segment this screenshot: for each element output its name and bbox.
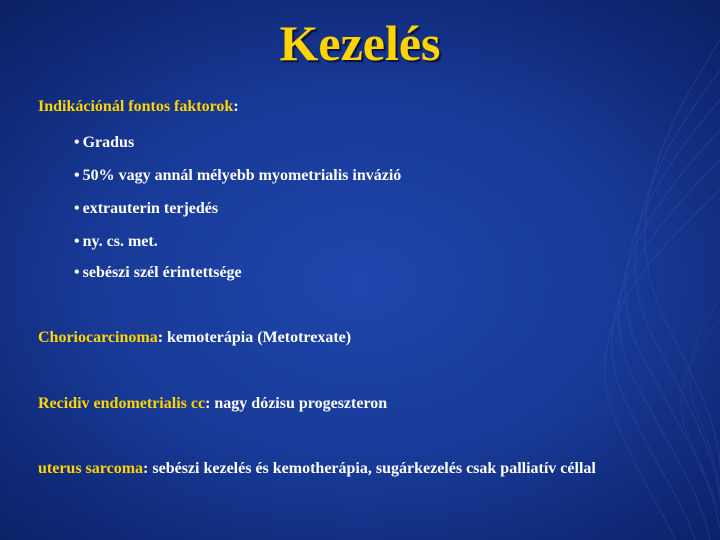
treatment-colon: : bbox=[143, 460, 149, 477]
treatment-recidiv bbox=[38, 394, 387, 414]
factor-text: Gradus bbox=[82, 134, 135, 151]
factor-item bbox=[74, 199, 218, 219]
treatment-colon: : bbox=[205, 395, 211, 412]
treatment-term: uterus sarcoma bbox=[38, 460, 144, 477]
bullet-icon: • bbox=[74, 264, 80, 281]
treatment-term: Recidiv endometrialis cc bbox=[38, 395, 206, 412]
factor-text: ny. cs. met. bbox=[82, 233, 158, 250]
treatment-choriocarcinoma bbox=[38, 328, 351, 348]
treatment-text: sebészi kezelés és kemotherápia, sugárkezelés csak palliatív céllal bbox=[148, 460, 596, 477]
factor-item bbox=[74, 263, 242, 283]
treatment-text: nagy dózisu progeszteron bbox=[210, 395, 388, 412]
treatment-text: kemoterápia (Metotrexate) bbox=[163, 329, 352, 346]
indication-heading-label: Indikációnál fontos faktorok bbox=[38, 98, 234, 115]
bullet-icon: • bbox=[74, 200, 80, 217]
treatment-sarcoma bbox=[38, 459, 596, 479]
bullet-icon: • bbox=[74, 134, 80, 151]
slide-title: Kezelés bbox=[279, 15, 441, 71]
factor-text: sebészi szél érintettsége bbox=[82, 264, 242, 281]
indication-heading bbox=[38, 97, 239, 117]
treatment-term: Choriocarcinoma bbox=[38, 329, 158, 346]
bullet-icon: • bbox=[74, 167, 80, 184]
factor-text: 50% vagy annál mélyebb myometrialis invázió bbox=[82, 167, 402, 184]
factor-item bbox=[74, 166, 401, 186]
indication-heading-colon: : bbox=[233, 98, 239, 115]
factor-item bbox=[74, 133, 134, 153]
treatment-colon: : bbox=[157, 329, 164, 346]
bullet-icon: • bbox=[74, 233, 80, 250]
factor-item bbox=[74, 232, 158, 252]
factor-text: extrauterin terjedés bbox=[82, 200, 219, 217]
